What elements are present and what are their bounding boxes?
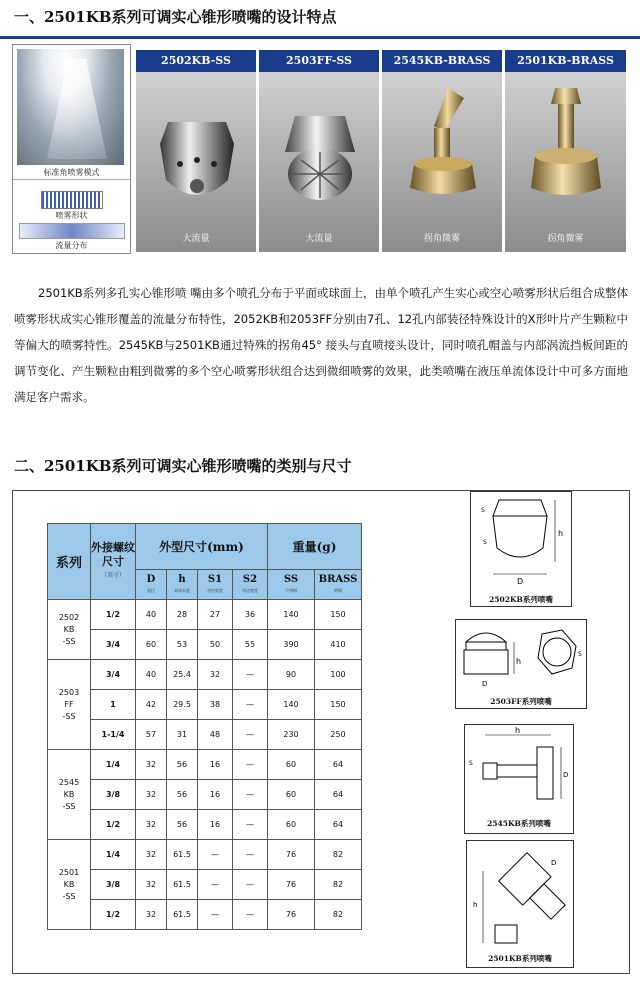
table-cell: 150 <box>315 690 362 720</box>
table-row <box>48 780 362 810</box>
table-cell: — <box>233 690 268 720</box>
product-card <box>505 50 626 252</box>
table-cell: — <box>233 780 268 810</box>
table-row <box>48 660 362 690</box>
table-cell: 3/8 <box>91 870 136 900</box>
table-cell: 82 <box>315 900 362 930</box>
table-cell: 3/8 <box>91 780 136 810</box>
table-cell: 56 <box>167 750 198 780</box>
series-cell: 2502 KB -SS <box>48 600 91 660</box>
product-model: 2503FF-SS <box>259 50 379 72</box>
table-cell: 42 <box>136 690 167 720</box>
table-row <box>48 900 362 930</box>
table-row <box>48 690 362 720</box>
flow-distribution-label: 流量分布 <box>55 241 88 250</box>
dims-header: 外型尺寸(mm) <box>136 524 268 570</box>
table-cell: 390 <box>268 630 315 660</box>
table-cell: 31 <box>167 720 198 750</box>
flow-distribution-icon <box>19 223 125 239</box>
section2-title: 二、2501KB系列可调实心锥形喷嘴的类别与尺寸 <box>14 457 352 475</box>
table-cell: 57 <box>136 720 167 750</box>
table-cell: 1/4 <box>91 840 136 870</box>
table-cell: — <box>233 840 268 870</box>
table-cell: — <box>233 870 268 900</box>
table-cell: 3/4 <box>91 660 136 690</box>
table-cell: — <box>198 870 233 900</box>
sub-header: D 直径 <box>136 570 167 600</box>
diagram-caption: 2501KB系列喷嘴 <box>488 954 552 963</box>
table-cell: 60 <box>136 630 167 660</box>
product-caption: 大流量 <box>305 234 333 244</box>
table-cell: 27 <box>198 600 233 630</box>
table-cell: 32 <box>198 660 233 690</box>
table-cell: 1/4 <box>91 750 136 780</box>
svg-text:h: h <box>473 901 478 909</box>
product-card <box>259 50 379 252</box>
title-underline <box>0 36 640 39</box>
svg-text:S: S <box>483 539 487 546</box>
table-cell: 76 <box>268 840 315 870</box>
table-cell: 55 <box>233 630 268 660</box>
sub-header: BRASS 黄铜 <box>315 570 362 600</box>
table-row <box>48 750 362 780</box>
table-cell: 16 <box>198 750 233 780</box>
table-cell: 16 <box>198 780 233 810</box>
table-cell: 3/4 <box>91 630 136 660</box>
table-cell: 1/2 <box>91 600 136 630</box>
product-caption: 大流量 <box>182 234 210 244</box>
table-cell: 230 <box>268 720 315 750</box>
table-cell: 76 <box>268 870 315 900</box>
table-cell: 64 <box>315 750 362 780</box>
spray-pattern-panel <box>12 44 131 254</box>
weight-header: 重量(g) <box>268 524 362 570</box>
product-caption: 拐角微雾 <box>547 234 584 244</box>
table-cell: 1-1/4 <box>91 720 136 750</box>
table-row <box>48 870 362 900</box>
diagram-caption: 2502KB系列喷嘴 <box>489 595 553 604</box>
series-cell: 2545 KB -SS <box>48 750 91 840</box>
table-cell: 1/2 <box>91 900 136 930</box>
specs-table <box>47 523 362 930</box>
table-cell: 32 <box>136 810 167 840</box>
diagram-caption: 2545KB系列喷嘴 <box>487 819 551 828</box>
svg-text:D: D <box>551 859 557 867</box>
product-card <box>136 50 256 252</box>
table-cell: 64 <box>315 810 362 840</box>
product-model: 2501KB-BRASS <box>505 50 626 72</box>
table-cell: 60 <box>268 780 315 810</box>
section1-title: 一、2501KB系列可调实心锥形喷嘴的设计特点 <box>14 8 337 26</box>
table-cell: 50 <box>198 630 233 660</box>
sub-header: SS 不锈钢 <box>268 570 315 600</box>
series-header: 系列 <box>48 524 91 600</box>
table-row <box>48 810 362 840</box>
table-cell: 38 <box>198 690 233 720</box>
table-cell: 60 <box>268 810 315 840</box>
diagram-2545kb <box>464 724 574 834</box>
table-cell: 61.5 <box>167 870 198 900</box>
table-cell: 32 <box>136 750 167 780</box>
nozzle-brass-angled-icon <box>404 84 482 214</box>
table-cell: — <box>198 840 233 870</box>
svg-text:D: D <box>482 680 488 688</box>
table-cell: 410 <box>315 630 362 660</box>
table-cell: 32 <box>136 870 167 900</box>
product-model: 2502KB-SS <box>136 50 256 72</box>
svg-text:S: S <box>578 651 582 658</box>
svg-text:h: h <box>516 657 522 666</box>
diagram-2503ff <box>455 619 587 709</box>
svg-text:h: h <box>558 529 564 538</box>
table-cell: 61.5 <box>167 840 198 870</box>
table-cell: — <box>198 900 233 930</box>
table-cell: 28 <box>167 600 198 630</box>
table-cell: 1 <box>91 690 136 720</box>
table-cell: 16 <box>198 810 233 840</box>
svg-text:S: S <box>469 760 473 767</box>
table-cell: 32 <box>136 840 167 870</box>
table-cell: 53 <box>167 630 198 660</box>
table-cell: — <box>233 750 268 780</box>
svg-text:D: D <box>517 577 524 586</box>
nozzle-steel-icon <box>281 112 359 212</box>
table-cell: 25.4 <box>167 660 198 690</box>
table-cell: 40 <box>136 600 167 630</box>
table-cell: — <box>233 720 268 750</box>
product-model: 2545KB-BRASS <box>382 50 502 72</box>
table-cell: 40 <box>136 660 167 690</box>
table-row <box>48 840 362 870</box>
table-cell: 90 <box>268 660 315 690</box>
thread-header: 外接螺纹尺寸 （英寸） <box>91 524 136 600</box>
svg-text:D: D <box>563 771 569 779</box>
table-cell: — <box>233 900 268 930</box>
table-cell: 48 <box>198 720 233 750</box>
table-cell: — <box>233 810 268 840</box>
table-cell: 1/2 <box>91 810 136 840</box>
series-cell: 2503 FF -SS <box>48 660 91 750</box>
table-cell: 76 <box>268 900 315 930</box>
diagram-2502kb <box>470 491 572 607</box>
table-cell: 32 <box>136 780 167 810</box>
table-cell: 56 <box>167 810 198 840</box>
table-cell: 100 <box>315 660 362 690</box>
description-paragraph: 2501KB系列多孔实心锥形喷 嘴由多个喷孔分布于平面或球面上，由单个喷孔产生实心或空心喷雾形状后组合成整体喷雾形状成实心锥形覆盖的流量分布特性，2052KB和2053FF分别由7孔、12孔内部装径特殊设计的X形叶片产生颗粒中等偏大的喷雾特性。2545KB与2501KB通过特殊的拐角45° 接头与直喷接头设计，同时喷孔帽盖与内部涡流挡板间距的调节变化、产生颗粒由粗到微雾的多个空心喷雾形状组合达到微细喷雾的效果，此类喷嘴在液压单流体设计中可多方面地满足客户需求。 <box>14 286 628 404</box>
table-cell: 82 <box>315 870 362 900</box>
svg-text:h: h <box>515 726 521 735</box>
sub-header: h 本体长度 <box>167 570 198 600</box>
table-cell: 140 <box>268 690 315 720</box>
table-cell: 150 <box>315 600 362 630</box>
sub-header: S1 对边宽度 <box>198 570 233 600</box>
table-cell: 36 <box>233 600 268 630</box>
table-cell: 64 <box>315 780 362 810</box>
table-cell: 61.5 <box>167 900 198 930</box>
table-row <box>48 630 362 660</box>
table-cell: 140 <box>268 600 315 630</box>
sub-header: S2 对边宽度 <box>233 570 268 600</box>
table-cell: — <box>233 660 268 690</box>
table-cell: 29.5 <box>167 690 198 720</box>
table-cell: 32 <box>136 900 167 930</box>
product-caption: 拐角微雾 <box>423 234 460 244</box>
spray-photo <box>17 49 124 165</box>
table-row <box>48 720 362 750</box>
table-cell: 60 <box>268 750 315 780</box>
spray-shape-icon <box>41 191 103 209</box>
nozzle-steel-icon <box>158 112 236 212</box>
spray-shape-label: 喷雾形状 <box>55 211 88 220</box>
diagram-caption: 2503FF系列喷嘴 <box>490 697 552 706</box>
table-cell: 82 <box>315 840 362 870</box>
table-row <box>48 600 362 630</box>
table-cell: 250 <box>315 720 362 750</box>
table-cell: 56 <box>167 780 198 810</box>
series-cell: 2501 KB -SS <box>48 840 91 930</box>
nozzle-brass-straight-icon <box>527 84 605 214</box>
diagram-2501kb <box>466 840 574 968</box>
standard-spray-label: 标准角喷雾模式 <box>43 168 100 177</box>
product-card <box>382 50 502 252</box>
svg-text:S: S <box>481 507 485 514</box>
